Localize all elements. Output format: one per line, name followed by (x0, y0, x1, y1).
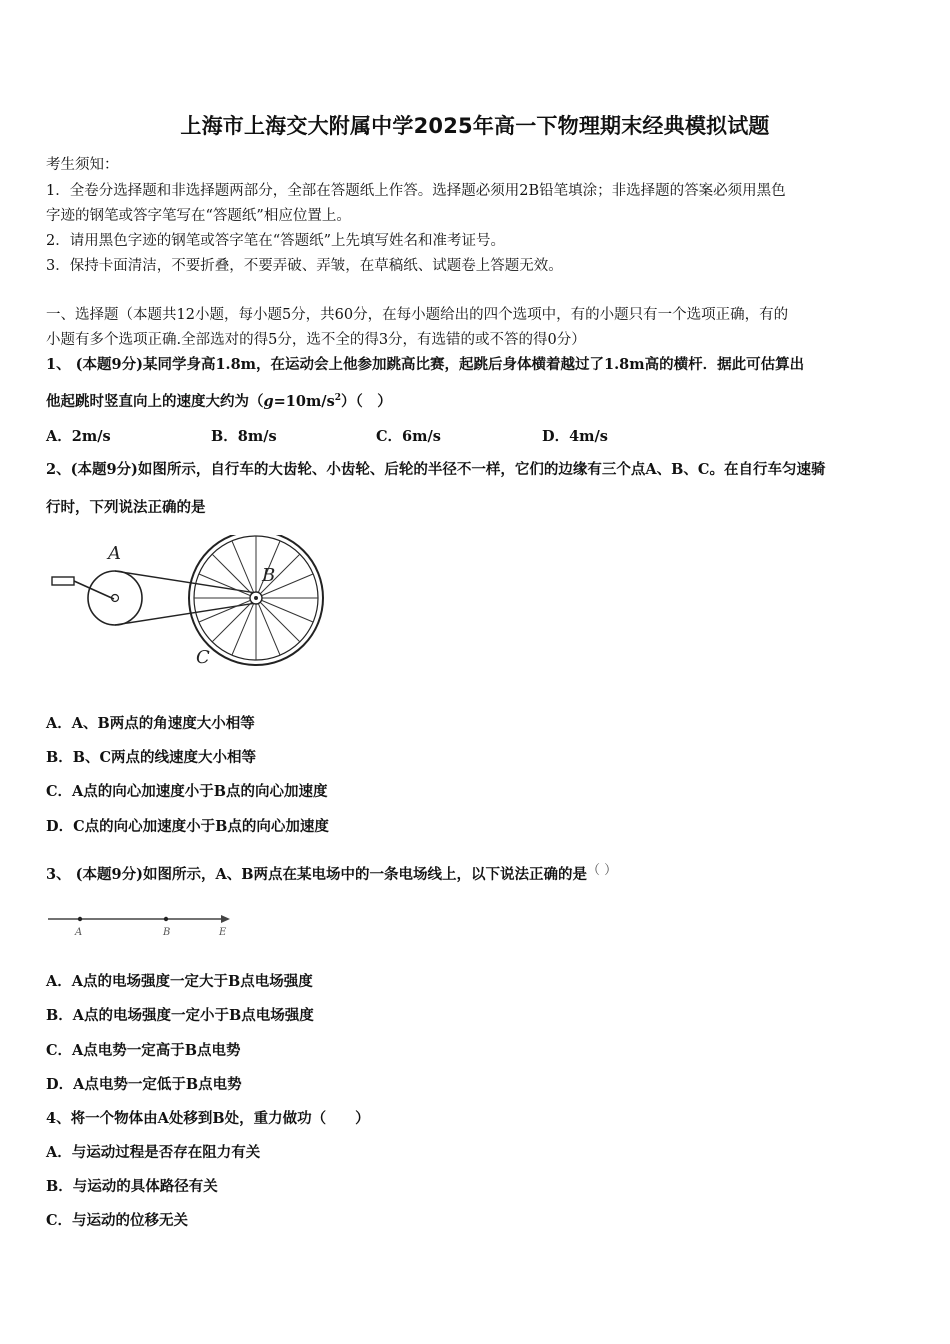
q1-option-b[interactable] (211, 425, 277, 446)
option-text: 与运动的位移无关 (72, 1212, 189, 1229)
field-arrow-icon (221, 915, 230, 923)
notice-item: 字迹的钢笔或答字笔写在“答题纸”相应位置上。 (46, 208, 351, 224)
q3-paren: （ ） (586, 863, 618, 878)
crank-arm (74, 581, 114, 599)
q3-option-b[interactable] (46, 1004, 314, 1025)
big-gear-shape (88, 571, 142, 625)
page-title: 上海市上海交大附属中学2025年高一下物理期末经典模拟试题 (180, 114, 770, 138)
q3-stem-text: 3、 (本题9分)如图所示，A、B两点在某电场中的一条电场线上，以下说法正确的是 (46, 866, 587, 883)
q1-stem-post: ）（ ） (341, 393, 392, 410)
option-label: A． (46, 1144, 72, 1161)
notice-heading: 考生须知： (46, 157, 119, 173)
section-heading-cont: 小题有多个选项正确.全部选对的得5分，选不全的得3分，有选错的或不答的得0分） (46, 332, 586, 348)
label-b: B (262, 565, 276, 586)
q1-stem-pre: 他起跳时竖直向上的速度大约为（ (46, 393, 264, 410)
option-label: B． (46, 749, 73, 766)
q1-stem-eq: =10m/s (273, 393, 335, 410)
option-label: C． (46, 1212, 73, 1229)
option-label: B． (46, 1007, 73, 1024)
axle-dot (254, 596, 258, 600)
label-b: B (163, 927, 171, 938)
q1-g-symbol: g (263, 393, 274, 410)
option-text: C点的向心加速度小于B点的向心加速度 (73, 818, 329, 835)
option-text: A点电势一定高于B点电势 (72, 1042, 241, 1059)
option-text: 与运动过程是否存在阻力有关 (71, 1144, 261, 1161)
label-a: A (75, 927, 83, 938)
point-b (164, 917, 168, 921)
q1-stem: 1、 (本题9分)某同学身高1.8m，在运动会上他参加跳高比赛，起跳后身体横着越过了1.8m高的横杆．据此可估算出 (46, 356, 805, 373)
q2-option-a[interactable] (46, 712, 255, 733)
section-heading: 一、选择题（本题共12小题，每小题5分，共60分，在每小题给出的四个选项中，有的小题只有一个选项正确，有的 (46, 307, 789, 323)
option-label: A． (46, 715, 72, 732)
bicycle-gear-figure (44, 535, 344, 675)
label-a: A (108, 543, 121, 564)
option-text: A点电势一定低于B点电势 (73, 1076, 242, 1093)
option-label: A． (46, 973, 72, 990)
q1-option-c[interactable] (376, 425, 441, 446)
option-text: A、B两点的角速度大小相等 (71, 715, 255, 732)
option-text: A点的电场强度一定大于B点电场强度 (71, 973, 313, 990)
option-label: D． (542, 428, 570, 445)
option-label: C． (376, 428, 403, 445)
pedal-shape (52, 577, 74, 585)
q3-stem (46, 863, 617, 884)
option-label: D． (46, 1076, 74, 1093)
q3-option-a[interactable] (46, 970, 313, 991)
point-a (78, 917, 82, 921)
q1-stem-cont (46, 390, 392, 411)
option-text: 与运动的具体路径有关 (72, 1178, 218, 1195)
q2-option-d[interactable] (46, 815, 329, 836)
option-text: A点的电场强度一定小于B点电场强度 (72, 1007, 314, 1024)
option-label: B． (46, 1178, 73, 1195)
notice-item: 2．请用黑色字迹的钢笔或答字笔在“答题纸”上先填写姓名和准考证号。 (46, 233, 506, 249)
q4-option-a[interactable] (46, 1141, 260, 1162)
notice-item: 1．全卷分选择题和非选择题两部分，全部在答题纸上作答。选择题必须用2B铅笔填涂；非选择题的答案必须用黑色 (46, 183, 786, 199)
q4-option-c[interactable] (46, 1209, 188, 1230)
option-label: D． (46, 818, 74, 835)
q3-option-c[interactable] (46, 1039, 241, 1060)
q4-option-b[interactable] (46, 1175, 218, 1196)
option-label: A． (46, 428, 72, 445)
q2-stem-cont: 行时，下列说法正确的是 (46, 499, 206, 516)
option-text: 4m/s (569, 428, 608, 445)
option-text: B、C两点的线速度大小相等 (72, 749, 257, 766)
q2-option-b[interactable] (46, 746, 256, 767)
option-label: B． (211, 428, 238, 445)
option-label: C． (46, 783, 73, 800)
option-text: 6m/s (402, 428, 441, 445)
q3-option-d[interactable] (46, 1073, 242, 1094)
electric-field-line-figure (46, 905, 246, 941)
option-label: C． (46, 1042, 73, 1059)
q1-stem-sup: 2 (334, 393, 342, 404)
q4-stem: 4、将一个物体由A处移到B处，重力做功（ ） (46, 1110, 370, 1127)
q2-stem: 2、(本题9分)如图所示，自行车的大齿轮、小齿轮、后轮的半径不一样，它们的边缘有三个点A、B、C。在自行车匀速骑 (46, 461, 826, 478)
option-text: 8m/s (237, 428, 277, 445)
q1-option-d[interactable] (542, 425, 608, 446)
label-e: E (219, 927, 227, 938)
label-c: C (196, 647, 210, 668)
q2-option-c[interactable] (46, 780, 328, 801)
q1-option-a[interactable] (46, 425, 111, 446)
option-text: 2m/s (71, 428, 111, 445)
option-text: A点的向心加速度小于B点的向心加速度 (72, 783, 328, 800)
notice-item: 3．保持卡面清洁，不要折叠，不要弄破、弄皱，在草稿纸、试题卷上答题无效。 (46, 258, 563, 274)
